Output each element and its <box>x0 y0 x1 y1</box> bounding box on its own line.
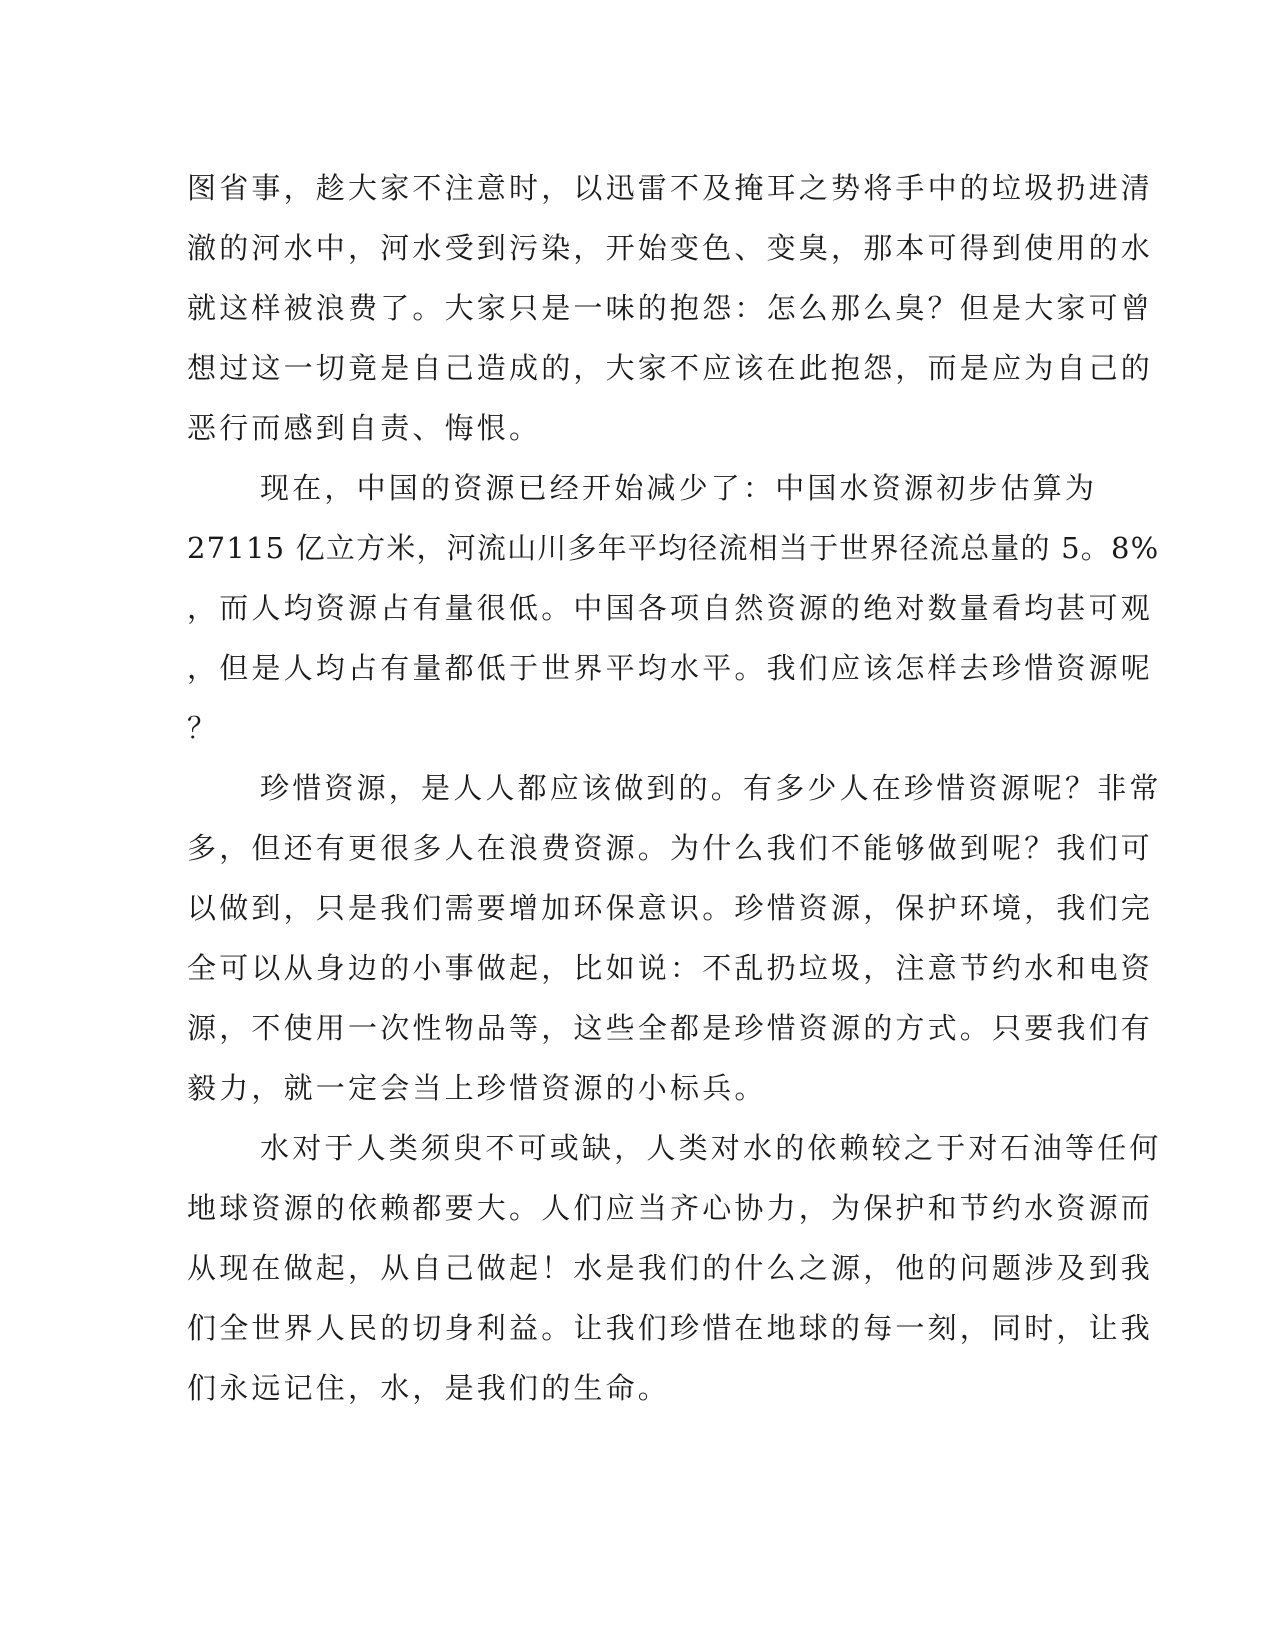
text-line: 毅力，就一定会当上珍惜资源的小标兵。 <box>187 1071 767 1105</box>
text-line: 们永远记住，水，是我们的生命。 <box>187 1371 671 1405</box>
text-line: 源，不使用一次性物品等，这些全都是珍惜资源的方式。只要我们有 <box>187 1011 1154 1045</box>
paragraph-first-line: 水对于人类须臾不可或缺，人类对水的依赖较之于对石油等任何 <box>260 1131 1162 1165</box>
text-line: ，但是人均占有量都低于世界平均水平。我们应该怎样去珍惜资源呢 <box>187 651 1154 685</box>
text-line: 图省事，趁大家不注意时，以迅雷不及掩耳之势将手中的垃圾扔进清 <box>187 171 1154 205</box>
text-line: 27115 亿立方米，河流山川多年平均径流相当于世界径流总量的 5。8% <box>187 531 1160 565</box>
text-line: 全可以从身边的小事做起，比如说：不乱扔垃圾，注意节约水和电资 <box>187 951 1154 985</box>
text-line: 们全世界人民的切身利益。让我们珍惜在地球的每一刻，同时，让我 <box>187 1311 1154 1345</box>
paragraph-first-line: 珍惜资源，是人人都应该做到的。有多少人在珍惜资源呢？非常 <box>260 771 1162 805</box>
text-line: 恶行而感到自责、悔恨。 <box>187 411 542 445</box>
document-body <box>187 158 1162 1418</box>
text-line: 就这样被浪费了。大家只是一味的抱怨：怎么那么臭？但是大家可曾 <box>187 291 1154 325</box>
text-line: 从现在做起，从自己做起！水是我们的什么之源，他的问题涉及到我 <box>187 1251 1154 1285</box>
text-line: 地球资源的依赖都要大。人们应当齐心协力，为保护和节约水资源而 <box>187 1191 1154 1225</box>
paragraph-first-line: 现在，中国的资源已经开始减少了：中国水资源初步估算为 <box>260 471 1098 505</box>
text-line: 以做到，只是我们需要增加环保意识。珍惜资源，保护环境，我们完 <box>187 891 1154 925</box>
text-line: 澈的河水中，河水受到污染，开始变色、变臭，那本可得到使用的水 <box>187 231 1154 265</box>
text-line: 想过这一切竟是自己造成的，大家不应该在此抱怨，而是应为自己的 <box>187 351 1154 385</box>
text-line: ？ <box>187 711 220 745</box>
text-line: 多，但还有更很多人在浪费资源。为什么我们不能够做到呢？我们可 <box>187 831 1154 865</box>
text-line: ，而人均资源占有量很低。中国各项自然资源的绝对数量看均甚可观 <box>187 591 1154 625</box>
